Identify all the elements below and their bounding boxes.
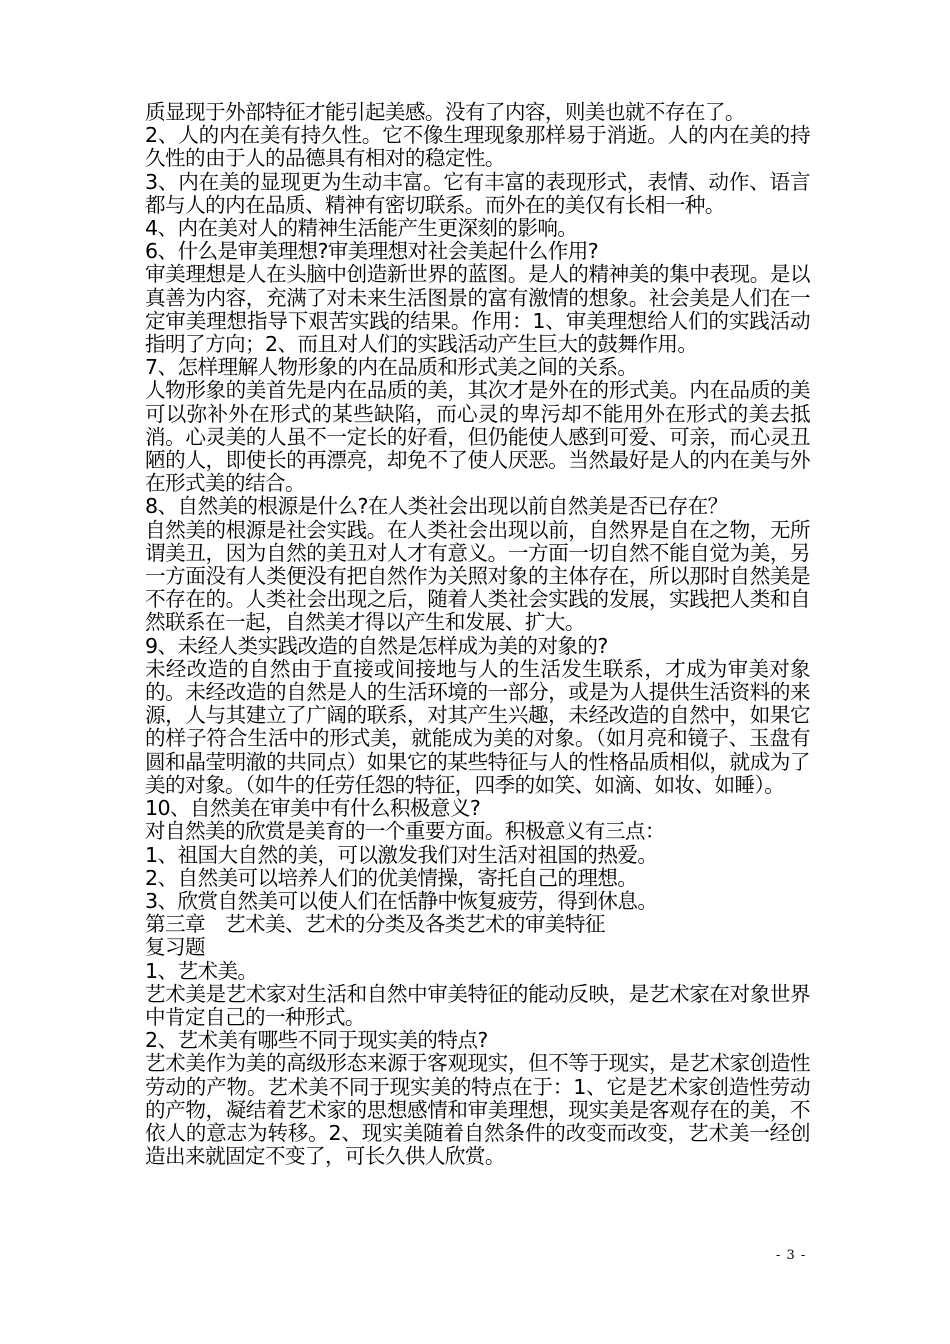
page-number: - 3 - [776,1248,807,1263]
question-heading: 7、怎样理解人物形象的内在品质和形式美之间的关系。 [145,355,638,380]
question-heading: 10、自然美在审美中有什么积极意义? [145,796,481,821]
paragraph: 2、人的内在美有持久性。它不像生理现象那样易于消逝。人的内在美的持久性的由于人的品德具有相对的稳定性。 [145,123,810,171]
section-heading: 复习题 [145,935,205,960]
question-heading: 8、自然美的根源是什么?在人类社会出现以前自然美是否已存在？ [145,494,728,519]
paragraph: 未经改造的自然由于直接或间接地与人的生活发生联系，才成为审美对象的。未经改造的自然是人的生活环境的一部分，或是为人提供生活资料的来源，人与其建立了广阔的联系，对其产生兴趣，未经改造的自然中，如果它的样子符合生活中的形式美，就能成为美的对象。（如月亮和镜子、玉盘有圆和晶莹明澈的共同点）如果它的某些特征与人的性格品质相似，就成为了美的对象。（如牛的任劳任怨的特征，四季的如笑、如滴、如妆、如睡）。 [145,656,810,797]
document-body [145,101,810,1168]
list-item: 3、欣赏自然美可以使人们在恬静中恢复疲劳，得到休息。 [145,888,658,913]
question-heading: 9、未经人类实践改造的自然是怎样成为美的对象的? [145,633,608,658]
list-item: 1、祖国大自然的美，可以激发我们对生活对祖国的热爱。 [145,842,658,867]
list-item: 2、自然美可以培养人们的优美情操，寄托自己的理想。 [145,865,638,890]
question-heading: 2、艺术美有哪些不同于现实美的特点? [145,1028,488,1053]
paragraph: 艺术美是艺术家对生活和自然中审美特征的能动反映，是艺术家在对象世界中肯定自己的一种形式。 [145,981,810,1029]
paragraph: 4、内在美对人的精神生活能产生更深刻的影响。 [145,216,578,241]
question-heading: 1、艺术美。 [145,958,258,983]
paragraph: 3、内在美的显现更为生动丰富。它有丰富的表现形式，表情、动作、语言都与人的内在品质、精神有密切联系。而外在的美仅有长相一种。 [145,169,810,217]
paragraph: 质显现于外部特征才能引起美感。没有了内容，则美也就不存在了。 [145,100,745,124]
question-heading: 6、什么是审美理想?审美理想对社会美起什么作用? [145,239,599,264]
paragraph: 审美理想是人在头脑中创造新世界的蓝图。是人的精神美的集中表现。是以真善为内容，充满了对未来生活图景的富有激情的想象。社会美是人们在一定审美理想指导下艰苦实践的结果。作用：1、审美理想给人们的实践活动指明了方向；2、而且对人们的实践活动产生巨大的鼓舞作用。 [145,262,810,357]
paragraph: 艺术美作为美的高级形态来源于客观现实，但不等于现实，是艺术家创造性劳动的产物。艺术美不同于现实美的特点在于：1、它是艺术家创造性劳动的产物，凝结着艺术家的思想感情和审美理想，现实美是客观存在的美，不依人的意志为转移。2、现实美随着自然条件的改变而改变，艺术美一经创造出来就固定不变了，可长久供人欣赏。 [145,1051,810,1169]
paragraph: 自然美的根源是社会实践。在人类社会出现以前，自然界是自在之物，无所谓美丑，因为自然的美丑对人才有意义。一方面一切自然不能自觉为美，另一方面没有人类便没有把自然作为关照对象的主体存在，所以那时自然美是不存在的。人类社会出现之后，随着人类社会实践的发展，实践把人类和自然联系在一起，自然美才得以产生和发展、扩大。 [145,517,810,635]
paragraph: 对自然美的欣赏是美育的一个重要方面。积极意义有三点： [145,819,665,844]
paragraph: 人物形象的美首先是内在品质的美，其次才是外在的形式美。内在品质的美可以弥补外在形式的某些缺陷，而心灵的卑污却不能用外在形式的美去抵消。心灵美的人虽不一定长的好看，但仍能使人感到可爱、可亲，而心灵丑陋的人，即使长的再漂亮，却免不了使人厌恶。当然最好是人的内在美与外在形式美的结合。 [145,378,810,496]
chapter-heading: 第三章 艺术美、艺术的分类及各类艺术的审美特征 [145,912,605,937]
